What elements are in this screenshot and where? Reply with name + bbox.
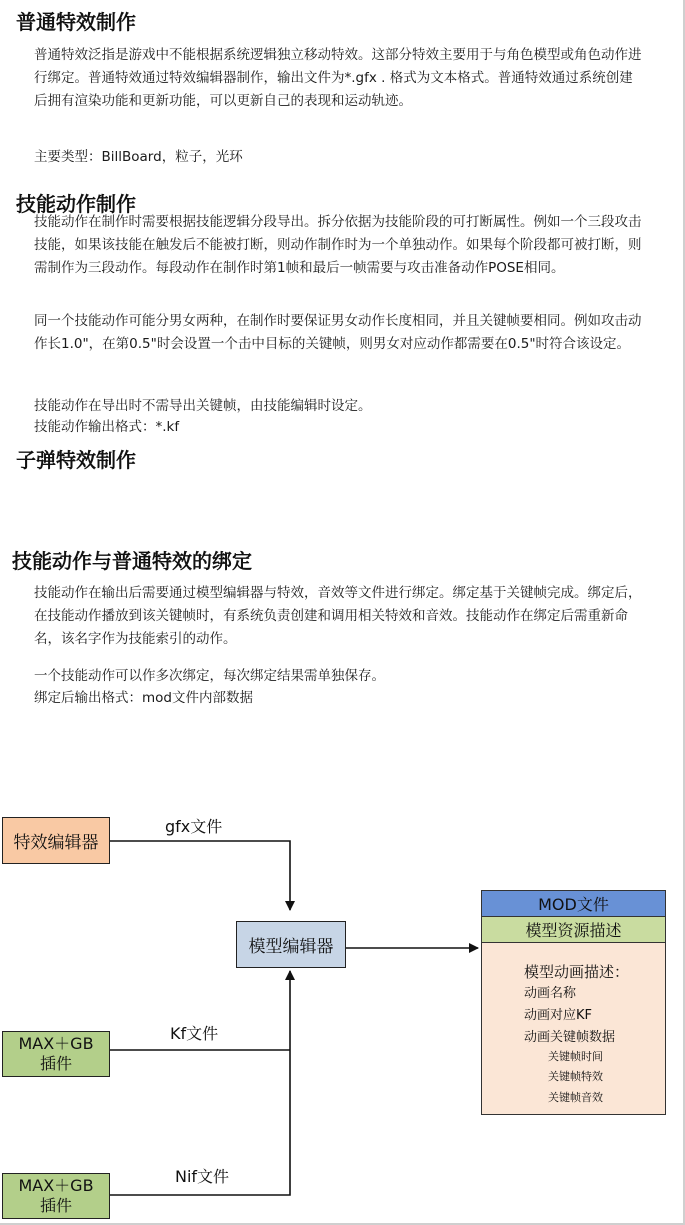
anim-item-kf: 动画对应KF (524, 1008, 593, 1023)
model-editor-box: 模型编辑器 (236, 921, 346, 968)
gfx-arrow (110, 841, 290, 910)
paragraph-skill-gender: 同一个技能动作可能分男女两种，在制作时要保证男女动作长度相同，并且关键帧要相同。例如攻击动作长1.0"，在第0.5"时会设置一个击中目标的关键帧，则男女对应动作都需要在0.5"时符合该设定。 (34, 313, 642, 352)
paragraph-skill-export: 技能动作在导出时不需导出关键帧，由技能编辑时设定。 (34, 398, 372, 414)
heading-skill-animation: 技能动作制作 (16, 192, 136, 216)
mod-file-box (481, 890, 666, 1115)
heading-normal-effects: 普通特效制作 (16, 10, 136, 34)
nif-file-label: Nif文件 (175, 1167, 230, 1186)
anim-item-keyframe-data: 动画关键帧数据 (524, 1030, 616, 1045)
model-resource-row: 模型资源描述 (482, 917, 665, 943)
heading-binding: 技能动作与普通特效的绑定 (12, 549, 252, 573)
nif-arrow (110, 971, 290, 1195)
max-gb-plugin-box-1: MAX＋GB 插件 (2, 1031, 110, 1077)
keyframe-item-sound: 关键帧音效 (548, 1091, 603, 1104)
keyframe-item-effect: 关键帧特效 (548, 1070, 603, 1083)
kf-file-label: Kf文件 (170, 1024, 219, 1043)
keyframe-item-time: 关键帧时间 (548, 1050, 603, 1063)
paragraph-binding-multiple: 一个技能动作可以作多次绑定，每次绑定结果需单独保存。 (34, 668, 385, 684)
paragraph-binding-desc: 技能动作在输出后需要通过模型编辑器与特效，音效等文件进行绑定。绑定基于关键帧完成。绑定后，在技能动作播放到该关键帧时，有系统负责创建和调用相关特效和音效。技能动作在绑定后需重新命名，该名字作为技能索引的动作。 (34, 585, 642, 647)
paragraph-skill-format: 技能动作输出格式：*.kf (34, 419, 180, 435)
model-animation-title: 模型动画描述： (524, 963, 630, 981)
gfx-file-label: gfx文件 (165, 817, 223, 836)
max-gb-plugin-box-2: MAX＋GB 插件 (2, 1173, 110, 1219)
paragraph-binding-format: 绑定后输出格式：mod文件内部数据 (34, 690, 253, 706)
heading-bullet-effects: 子弹特效制作 (16, 448, 136, 472)
paragraph-skill-split: 技能动作在制作时需要根据技能逻辑分段导出。拆分依据为技能阶段的可打断属性。例如一个三段攻击技能，如果该技能在触发后不能被打断，则动作制作时为一个单独动作。如果每个阶段都可被打断，则需制作为三段动作。每段动作在制作时第1帧和最后一帧需要与攻击准备动作POSE相同。 (34, 214, 642, 276)
paragraph-main-types: 主要类型：BillBoard，粒子，光环 (34, 149, 243, 165)
anim-item-name: 动画名称 (524, 986, 577, 1001)
paragraph-normal-effects-desc: 普通特效泛指是游戏中不能根据系统逻辑独立移动特效。这部分特效主要用于与角色模型或角色动作进行绑定。普通特效通过特效编辑器制作，输出文件为*.gfx . 格式为文本格式。普通特效通过系统创建后拥有渲染功能和更新功能，可以更新自己的表现和运动轨迹。 (34, 47, 642, 109)
effect-editor-box: 特效编辑器 (2, 817, 110, 864)
mod-file-header: MOD文件 (482, 891, 665, 917)
